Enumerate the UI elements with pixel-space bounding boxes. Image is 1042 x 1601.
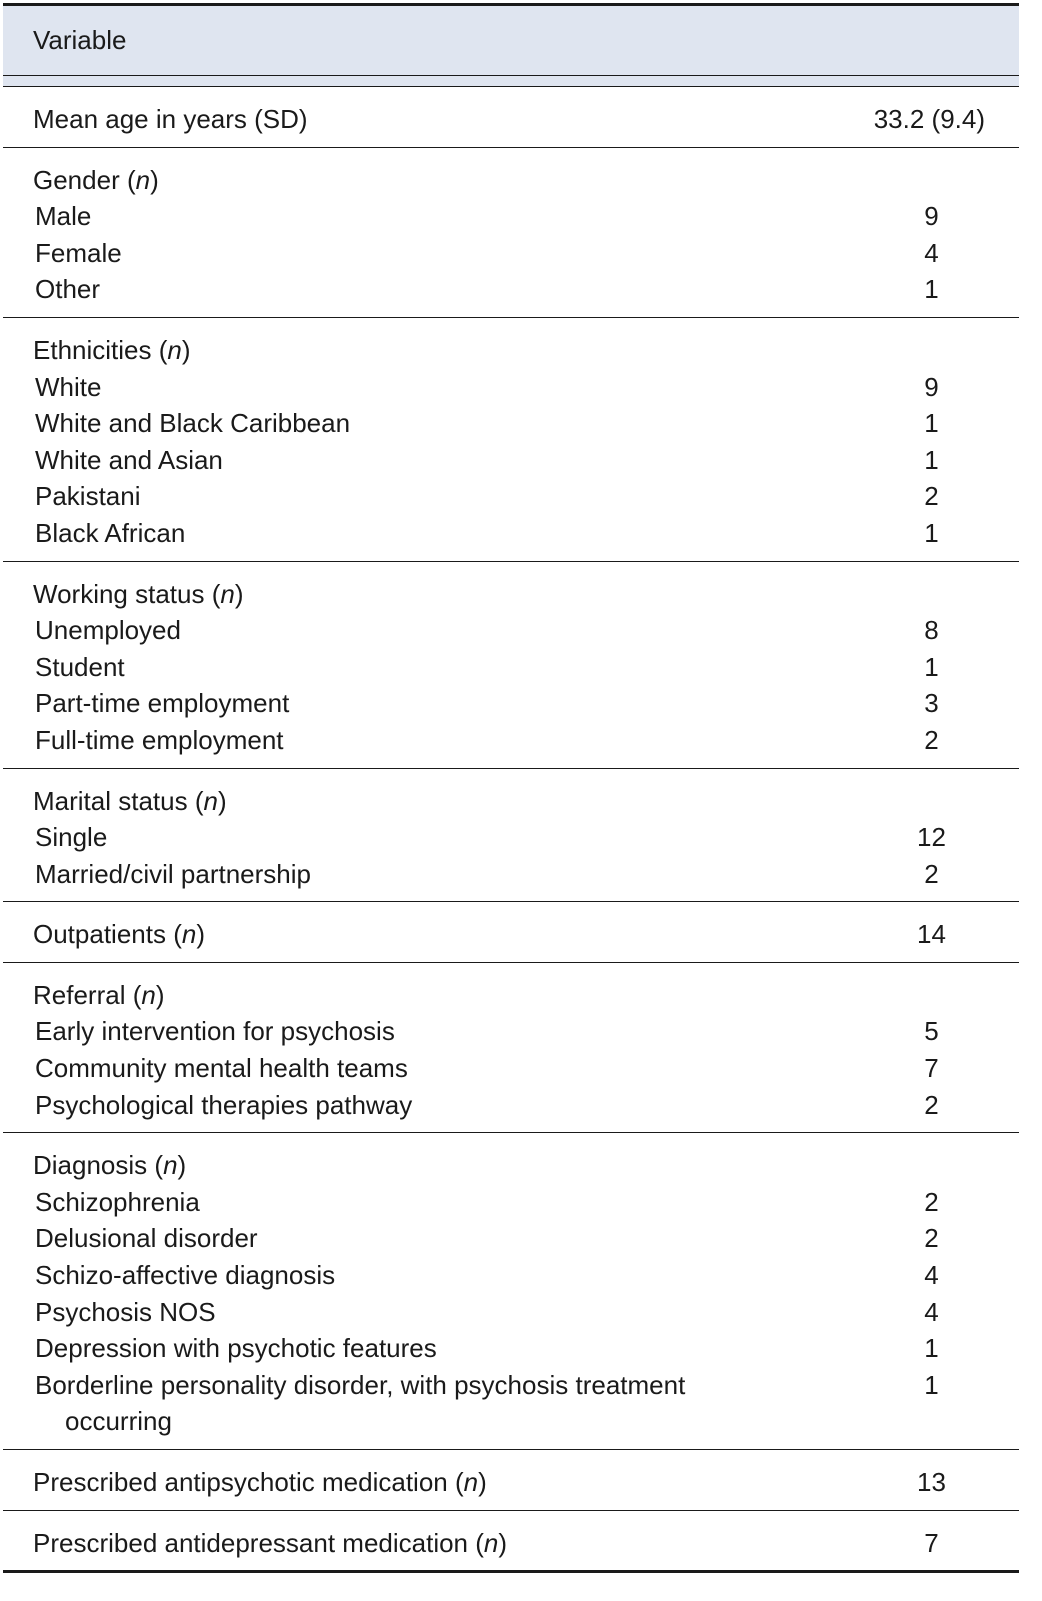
row-label: Schizo-affective diagnosis <box>35 1260 336 1291</box>
table-row <box>3 442 1019 479</box>
row-label: Married/civil partnership <box>35 858 311 889</box>
row-label-wrapped <box>3 1367 844 1440</box>
table-row <box>3 1184 1019 1221</box>
row-value: 2 <box>924 1089 939 1120</box>
table-row <box>3 1464 1019 1501</box>
row-value: 1 <box>924 651 939 682</box>
row-value: 7 <box>924 1053 939 1084</box>
section-antidepressant <box>3 1511 1019 1571</box>
row-value: 1 <box>924 408 939 439</box>
row-label: Early intervention for psychosis <box>35 1016 395 1047</box>
section-title-close: ) <box>217 785 227 816</box>
row-value: 9 <box>924 201 939 232</box>
row-label: Mean age in years (SD) <box>33 104 308 134</box>
row-label: Prescribed antidepressant medication ( <box>33 1527 484 1558</box>
section-title-close: ) <box>181 334 191 365</box>
section-title <box>3 332 1019 369</box>
row-label: White and Asian <box>35 444 223 475</box>
row-value: 3 <box>924 688 939 719</box>
row-value: 2 <box>924 1186 939 1217</box>
row-value: 1 <box>924 1333 939 1364</box>
table-row <box>3 649 1019 686</box>
section-diagnosis <box>3 1133 1019 1450</box>
n-symbol: n <box>141 979 156 1010</box>
row-value: 1 <box>924 274 939 305</box>
table-row <box>3 515 1019 552</box>
table-row <box>3 1330 1019 1367</box>
row-label-close: ) <box>196 919 205 950</box>
section-title <box>3 1147 1019 1184</box>
table-row <box>3 101 1019 138</box>
table-row <box>3 916 1019 953</box>
row-label: Female <box>35 237 122 268</box>
table-row <box>3 271 1019 308</box>
row-label-line1: Borderline personality disorder, with psychosis treatment <box>35 1369 686 1400</box>
row-value: 1 <box>924 1369 939 1400</box>
row-label: Other <box>35 274 101 305</box>
row-label: Pakistani <box>35 481 141 512</box>
row-value: 12 <box>917 822 946 853</box>
table-row <box>3 1525 1019 1562</box>
table-header <box>3 6 1019 76</box>
row-value: 4 <box>924 1260 939 1291</box>
section-title-text: Ethnicities ( <box>33 334 168 365</box>
section-title-text: Working status ( <box>33 578 221 609</box>
section-title-text: Marital status ( <box>33 785 204 816</box>
row-value: 13 <box>917 1467 946 1497</box>
section-referral <box>3 963 1019 1133</box>
row-label: Part-time employment <box>35 688 290 719</box>
table-row <box>3 405 1019 442</box>
row-value: 5 <box>924 1016 939 1047</box>
row-value: 2 <box>924 1223 939 1254</box>
row-label: Psychosis NOS <box>35 1296 216 1327</box>
n-symbol: n <box>163 1150 178 1181</box>
section-title-close: ) <box>234 578 244 609</box>
table-row <box>3 1367 1019 1440</box>
row-label: Delusional disorder <box>35 1223 258 1254</box>
demographics-table <box>3 3 1019 1573</box>
row-value: 2 <box>924 858 939 889</box>
n-symbol: n <box>463 1467 479 1497</box>
table-row <box>3 198 1019 235</box>
section-title-text: Referral ( <box>33 979 142 1010</box>
section-title-text: Diagnosis ( <box>33 1150 164 1181</box>
row-value: 8 <box>924 615 939 646</box>
table-row <box>3 1294 1019 1331</box>
section-title-close: ) <box>155 979 165 1010</box>
section-title <box>3 783 1019 820</box>
row-label: Schizophrenia <box>35 1186 200 1217</box>
row-value: 1 <box>924 444 939 475</box>
table-row <box>3 856 1019 893</box>
row-value: 9 <box>924 371 939 402</box>
row-value: 1 <box>924 517 939 548</box>
n-symbol: n <box>483 1527 499 1558</box>
row-label: Male <box>35 201 92 232</box>
row-label: Outpatients ( <box>33 919 182 950</box>
row-label: Depression with psychotic features <box>35 1333 437 1364</box>
section-antipsychotic <box>3 1450 1019 1511</box>
table-row <box>3 1050 1019 1087</box>
section-title <box>3 576 1019 613</box>
row-label-close: ) <box>478 1467 487 1497</box>
n-symbol: n <box>135 164 151 195</box>
row-label: Student <box>35 651 125 682</box>
row-label: Single <box>35 822 108 853</box>
section-title-text: Gender ( <box>33 164 136 195</box>
header-spacer <box>3 76 1019 87</box>
row-value: 7 <box>924 1527 939 1558</box>
table-row <box>3 235 1019 272</box>
table-row <box>3 1013 1019 1050</box>
section-title-close: ) <box>177 1150 187 1181</box>
table-row <box>3 1257 1019 1294</box>
n-symbol: n <box>203 785 218 816</box>
row-label: White and Black Caribbean <box>35 408 351 439</box>
table-row <box>3 685 1019 722</box>
table-row <box>3 612 1019 649</box>
table-row <box>3 369 1019 406</box>
row-label: White <box>35 371 102 402</box>
n-symbol: n <box>167 334 182 365</box>
row-label: Full-time employment <box>35 724 284 755</box>
table-row <box>3 819 1019 856</box>
row-value: 2 <box>924 481 939 512</box>
row-label-line2: occurring <box>65 1406 172 1437</box>
table-row <box>3 1087 1019 1124</box>
row-value: 14 <box>917 919 946 950</box>
row-label: Unemployed <box>35 615 181 646</box>
section-title <box>3 977 1019 1014</box>
row-value: 4 <box>924 1296 939 1327</box>
row-value: 4 <box>924 237 939 268</box>
section-age <box>3 87 1019 148</box>
n-symbol: n <box>220 578 235 609</box>
section-outpatients <box>3 902 1019 963</box>
row-value: 33.2 (9.4) <box>873 104 985 134</box>
section-title <box>3 162 1019 199</box>
section-marital-status <box>3 769 1019 903</box>
section-gender <box>3 148 1019 318</box>
table-row <box>3 722 1019 759</box>
variable-column-header: Variable <box>33 25 127 55</box>
row-label-close: ) <box>498 1527 508 1558</box>
row-label: Psychological therapies pathway <box>35 1089 413 1120</box>
table-row <box>3 1220 1019 1257</box>
row-label: Black African <box>35 517 186 548</box>
section-working-status <box>3 562 1019 769</box>
section-title-close: ) <box>150 164 159 195</box>
row-label: Prescribed antipsychotic medication ( <box>33 1467 464 1497</box>
table-row <box>3 478 1019 515</box>
section-ethnicities <box>3 318 1019 562</box>
row-label: Community mental health teams <box>35 1053 408 1084</box>
n-symbol: n <box>181 919 197 950</box>
row-value: 2 <box>924 724 939 755</box>
